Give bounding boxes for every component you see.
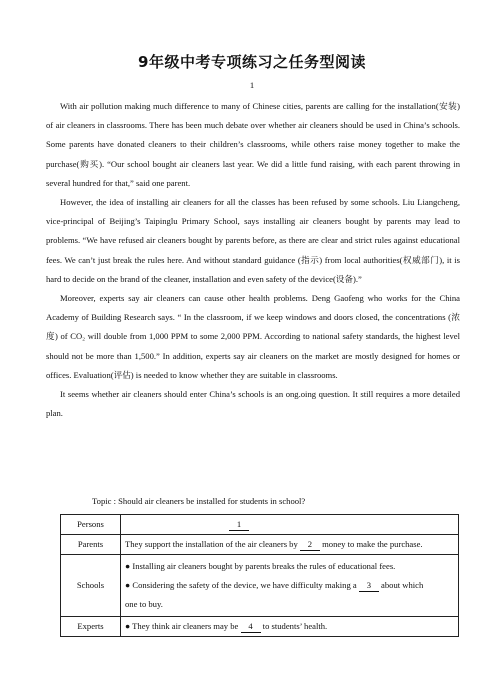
parents-content (121, 535, 459, 555)
schools-line-2-pre: ● Considering the safety of the device, we have difficulty making a (125, 580, 359, 590)
parents-label: Parents (61, 535, 121, 555)
paragraph-3: Moreover, experts say air cleaners can cause other health problems. Deng Gaofeng who works for the China Academy of Building Research says. “ In the classroom, if we keep windows and doors closed, the concentrations (浓度) of CO₂ will double from 1,000 PPM to some 2,000 PPM. According to national safety standards, the highest level should not be more than 1,500.” In addition, experts say air cleaners on the market are mostly designed for homes or offices. Evaluation(评估) is needed to know whether they are suitable in classrooms. (46, 293, 460, 380)
schools-content (121, 555, 459, 617)
schools-line-2 (125, 576, 454, 595)
schools-line-2-post: about which (378, 580, 424, 590)
summary-table (60, 514, 459, 637)
paragraph-1: With air pollution making much difference to many of Chinese cities, parents are calling for the installation(安装) of air cleaners in classrooms. There has been much debate over whether air cleaners should be used in China’s schools. Some parents have donated cleaners to their children’s classrooms, while others raise money together to make the purchase(购买). “Our school bought air cleaners last year. We did a little fund raising, with each parent throwing in several hundred for that,” said one parent. (46, 101, 460, 188)
table-topic: Topic : Should air cleaners be installed for students in school? (92, 496, 306, 506)
paragraph-4: It seems whether air cleaners should enter China’s schools is an ong.oing question. It still requires a more detailed plan. (46, 389, 460, 419)
passage (46, 97, 460, 423)
paragraph-2: However, the idea of installing air cleaners for all the classes has been refused by some schools. Liu Liangcheng, vice-principal of Beijing’s Taipinglu Primary School, says installing air cleaners bought by parents may lead to problems. “We have refused air cleaners bought by parents before, as there are clear and strict rules against educational fees. We can’t just break the rules here. And without standard guidance (指示) from local authorities(权威部门), it is hard to decide on the brand of the cleaner, installation and even safety of the device(设备).” (46, 197, 460, 284)
schools-label: Schools (61, 555, 121, 617)
table-row-experts (61, 617, 459, 637)
header-blank-cell (121, 515, 459, 535)
blank-3[interactable]: 3 (359, 579, 379, 592)
table-row-parents (61, 535, 459, 555)
schools-line-1: ● Installing air cleaners bought by parents breaks the rules of educational fees. (125, 561, 396, 571)
experts-content (121, 617, 459, 637)
table-row-schools (61, 555, 459, 617)
experts-label: Experts (61, 617, 121, 637)
page-title: 9年级中考专项练习之任务型阅读 (138, 53, 366, 71)
experts-text-post: to students’ health. (260, 621, 328, 631)
blank-4[interactable]: 4 (241, 620, 261, 633)
parents-text-pre: They support the installation of the air cleaners by (125, 539, 300, 549)
table-row-header (61, 515, 459, 535)
section-number: 1 (249, 80, 255, 90)
experts-text-pre: ● They think air cleaners may be (125, 621, 241, 631)
header-persons-cell: Persons (61, 515, 121, 535)
blank-1[interactable]: 1 (229, 518, 249, 531)
schools-line-3: one to buy. (125, 599, 163, 609)
parents-text-post: money to make the purchase. (319, 539, 423, 549)
blank-2[interactable]: 2 (300, 538, 320, 551)
